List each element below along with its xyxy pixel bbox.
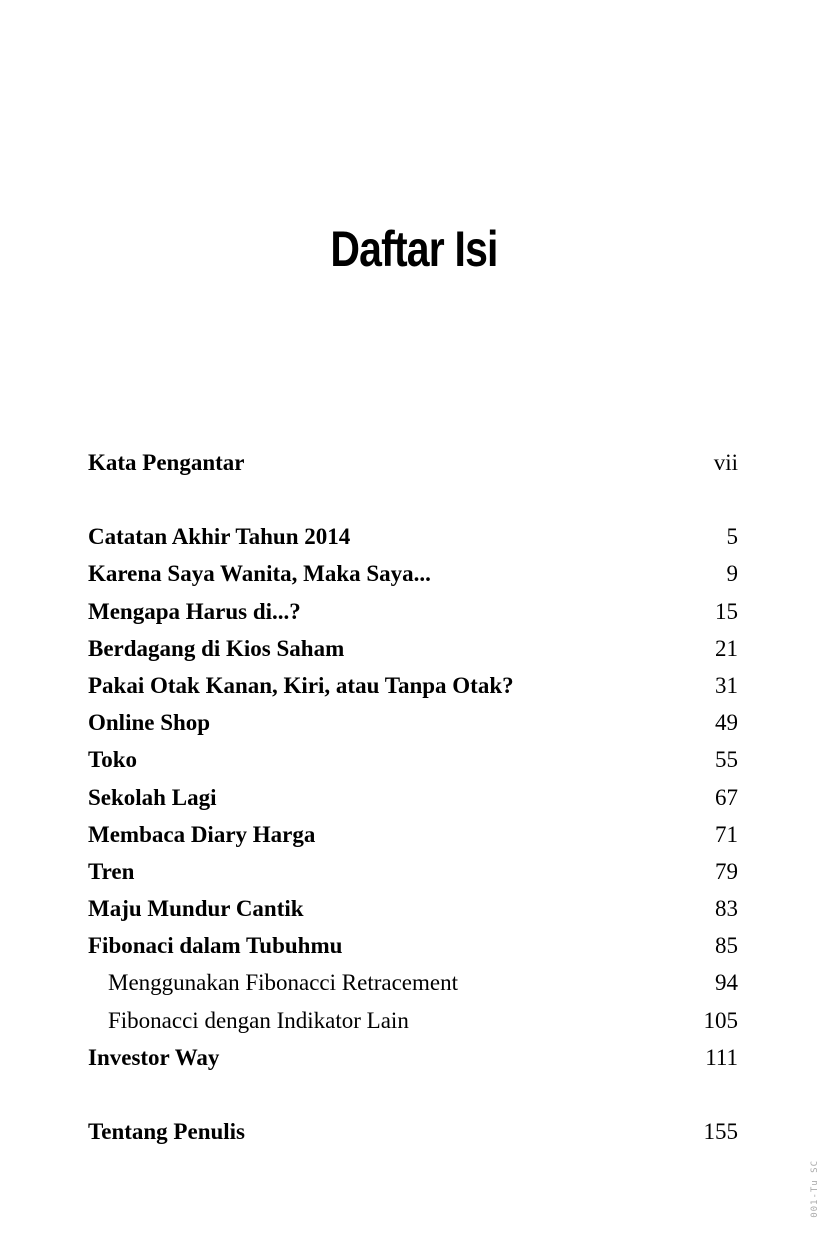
toc-entry-page: 71 <box>715 821 738 847</box>
toc-entry-title: Mengapa Harus di...? <box>88 598 301 624</box>
section-gap <box>88 481 738 518</box>
toc-entry <box>88 853 738 890</box>
toc-entry-title: Catatan Akhir Tahun 2014 <box>88 524 351 550</box>
toc-entry-title: Membaca Diary Harga <box>88 821 316 847</box>
toc-entry <box>88 779 738 816</box>
toc-entry-page: 21 <box>715 635 738 661</box>
toc-entry-page: 79 <box>715 858 738 884</box>
toc-entry-page: 31 <box>715 672 738 698</box>
toc-entry-title: Kata Pengantar <box>88 450 245 475</box>
toc-subentry-title: Menggunakan Fibonacci Retracement <box>108 970 458 996</box>
toc-entry-page: 15 <box>715 598 738 624</box>
page-title: Daftar Isi <box>330 221 498 277</box>
toc-entry <box>88 630 738 667</box>
toc-entry-page: 111 <box>705 1044 738 1070</box>
toc-entry-title: Toko <box>88 747 138 773</box>
toc-entry-page: 85 <box>715 933 738 959</box>
toc-subentry-page: 105 <box>703 1007 738 1033</box>
toc-entry-title: Karena Saya Wanita, Maka Saya... <box>88 561 431 587</box>
toc-entry-tentang-penulis <box>88 1113 738 1150</box>
toc-subentry <box>88 1002 738 1039</box>
toc-entry-title: Tentang Penulis <box>88 1119 246 1144</box>
toc-entry <box>88 927 738 964</box>
toc-subentry <box>88 964 738 1001</box>
toc-entry-title: Sekolah Lagi <box>88 784 217 810</box>
toc-entry <box>88 518 738 555</box>
toc-entry-page: 67 <box>715 784 738 810</box>
toc-entry-title: Pakai Otak Kanan, Kiri, atau Tanpa Otak? <box>88 672 514 698</box>
toc-entry-page: 49 <box>715 710 738 736</box>
toc-entry <box>88 741 738 778</box>
toc-entry-kata-pengantar <box>88 444 738 481</box>
toc-entry-title: Berdagang di Kios Saham <box>88 635 345 661</box>
toc-entry <box>88 667 738 704</box>
toc-subentry-page: 94 <box>715 970 738 996</box>
toc-entry-title: Maju Mundur Cantik <box>88 896 304 922</box>
toc-entry <box>88 704 738 741</box>
toc-entry <box>88 593 738 630</box>
section-gap <box>88 1076 738 1113</box>
table-of-contents <box>88 444 738 1150</box>
toc-subentry-title: Fibonacci dengan Indikator Lain <box>108 1007 409 1033</box>
printer-mark: 001-Tu SC <box>810 1160 820 1218</box>
toc-entry-page: 155 <box>703 1119 738 1144</box>
toc-entry <box>88 890 738 927</box>
toc-entry-title: Fibonaci dalam Tubuhmu <box>88 933 343 959</box>
toc-entry-title: Investor Way <box>88 1044 220 1070</box>
toc-entry-page: 83 <box>715 896 738 922</box>
toc-entry-title: Online Shop <box>88 710 211 736</box>
toc-entry-page: 5 <box>726 524 738 550</box>
toc-entry <box>88 816 738 853</box>
toc-entry-page: vii <box>713 450 738 475</box>
toc-entry-title: Tren <box>88 858 135 884</box>
toc-entry <box>88 555 738 592</box>
toc-entry-page: 55 <box>715 747 738 773</box>
toc-entry <box>88 1039 738 1076</box>
toc-entry-page: 9 <box>726 561 738 587</box>
